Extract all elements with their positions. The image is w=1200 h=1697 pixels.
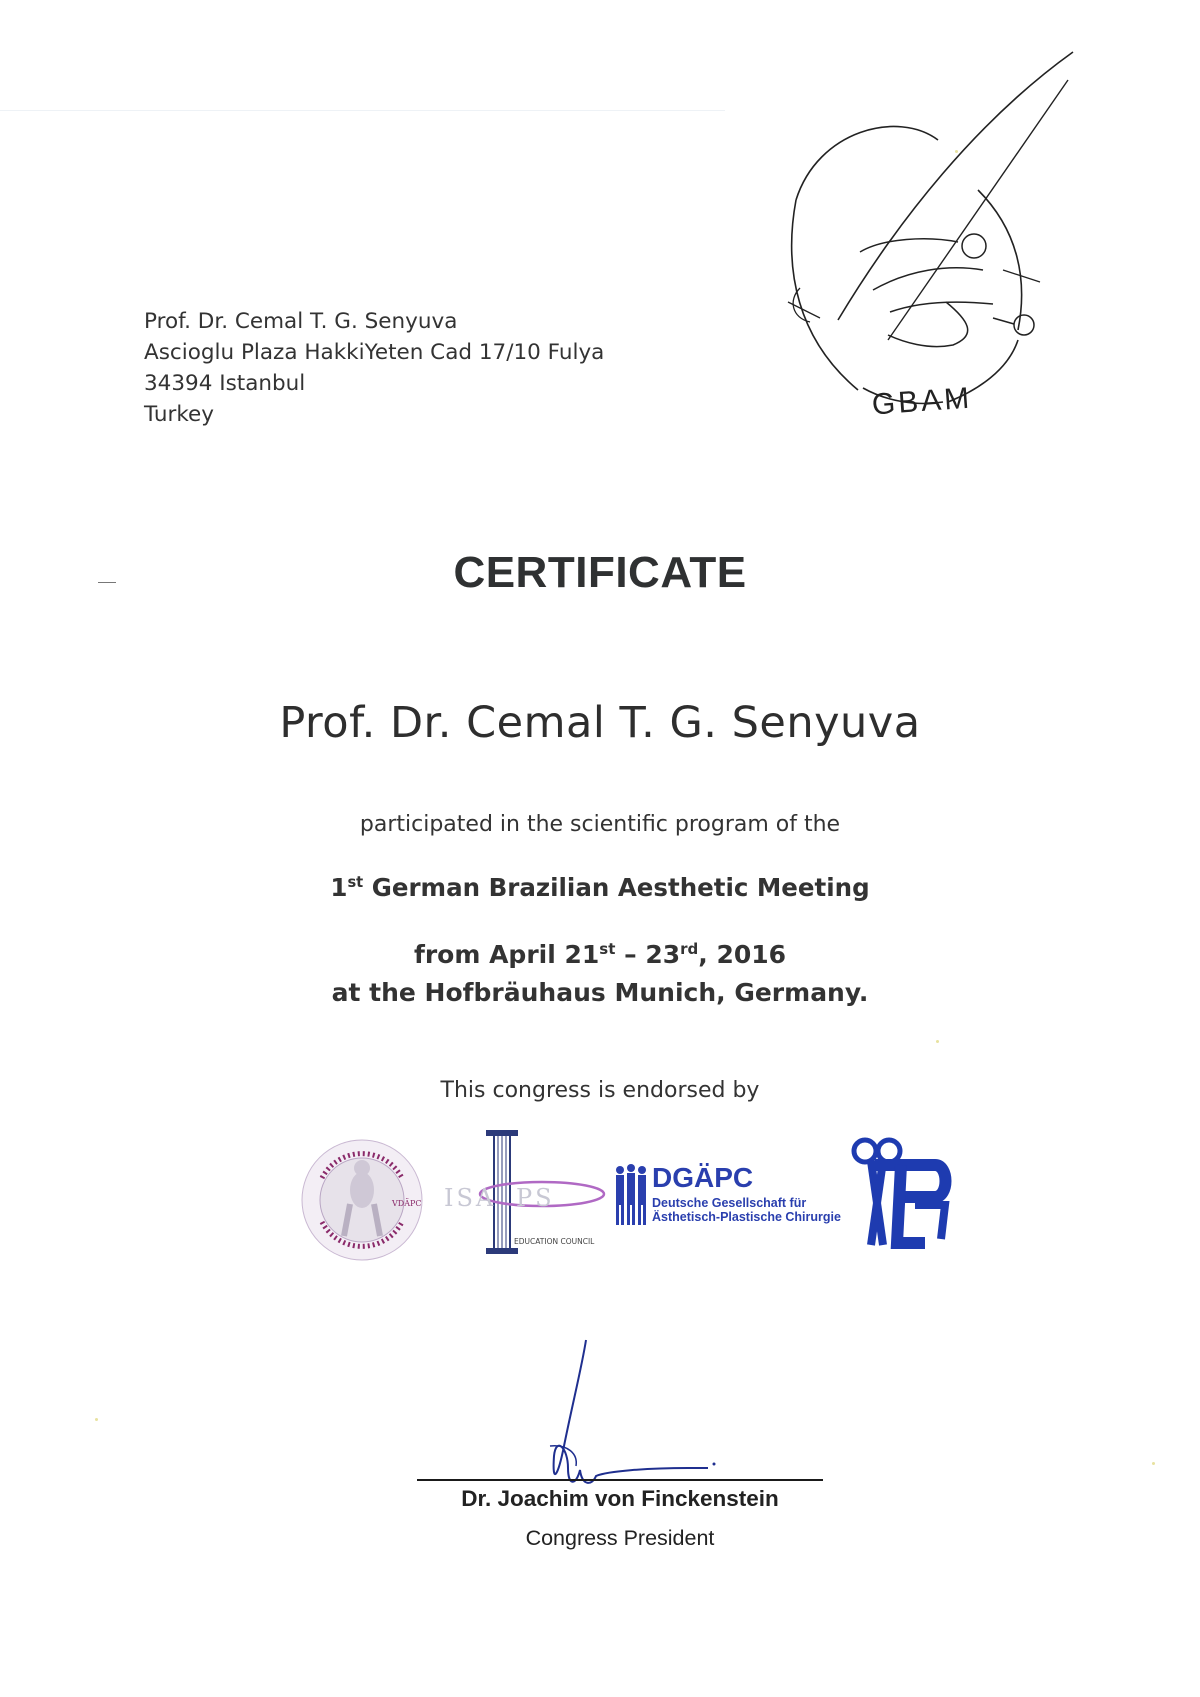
dgapc-subtitle-line-2: Ästhetisch-Plastische Chirurgie	[652, 1210, 841, 1224]
participation-statement: participated in the scientific program of the	[359, 812, 841, 837]
event-name	[0, 873, 1200, 902]
scan-speck	[936, 1040, 939, 1043]
gbam-logo	[778, 50, 1088, 432]
dates-end-suffix: rd	[680, 940, 699, 958]
certificate-title: CERTIFICATE	[453, 548, 747, 597]
address-country: Turkey	[144, 402, 214, 427]
event-dates	[0, 940, 1200, 969]
isaps-logo	[444, 1128, 612, 1258]
event-venue: at the Hofbräuhaus Munich, Germany.	[331, 978, 869, 1007]
isaps-text-right: PS	[516, 1184, 555, 1212]
scan-artifact-line	[0, 110, 725, 111]
dates-separator: – 23	[615, 940, 681, 969]
address-street: Ascioglu Plaza HakkiYeten Cad 17/10 Fulya	[144, 340, 605, 365]
event-ordinal-suffix: st	[347, 874, 364, 892]
recipient-name: Prof. Dr. Cemal T. G. Senyuva	[279, 698, 921, 748]
dgapc-figures-icon	[612, 1160, 650, 1236]
dgapc-logo	[612, 1160, 842, 1236]
dates-year: , 2016	[698, 940, 787, 969]
signature-line	[417, 1479, 823, 1481]
recipient-address	[144, 306, 604, 430]
address-name: Prof. Dr. Cemal T. G. Senyuva	[144, 309, 458, 334]
isaps-subtitle: EDUCATION COUNCIL	[514, 1237, 595, 1246]
isaps-text-left: ISA	[444, 1184, 497, 1212]
scan-speck	[955, 150, 958, 153]
lpa-logo	[845, 1135, 955, 1255]
event-title: German Brazilian Aesthetic Meeting	[371, 873, 870, 902]
dates-start-suffix: st	[599, 940, 616, 958]
signer-name: Dr. Joachim von Finckenstein	[461, 1486, 779, 1511]
vdapc-logo-text: VDÄPC	[392, 1199, 422, 1208]
signer-role: Congress President	[525, 1526, 715, 1550]
scan-speck	[1152, 1462, 1155, 1465]
scan-speck	[95, 1418, 98, 1421]
address-city: 34394 Istanbul	[144, 371, 306, 396]
dates-prefix: from April 21	[413, 940, 600, 969]
dgapc-subtitle	[652, 1196, 841, 1224]
event-ordinal: 1	[330, 873, 348, 902]
vdapc-seal-logo	[300, 1138, 424, 1262]
dgapc-title: DGÄPC	[652, 1162, 754, 1193]
gbam-logo-text: GBAM	[870, 381, 974, 422]
dgapc-subtitle-line-1: Deutsche Gesellschaft für	[652, 1196, 807, 1210]
endorsement-statement: This congress is endorsed by	[440, 1078, 760, 1103]
